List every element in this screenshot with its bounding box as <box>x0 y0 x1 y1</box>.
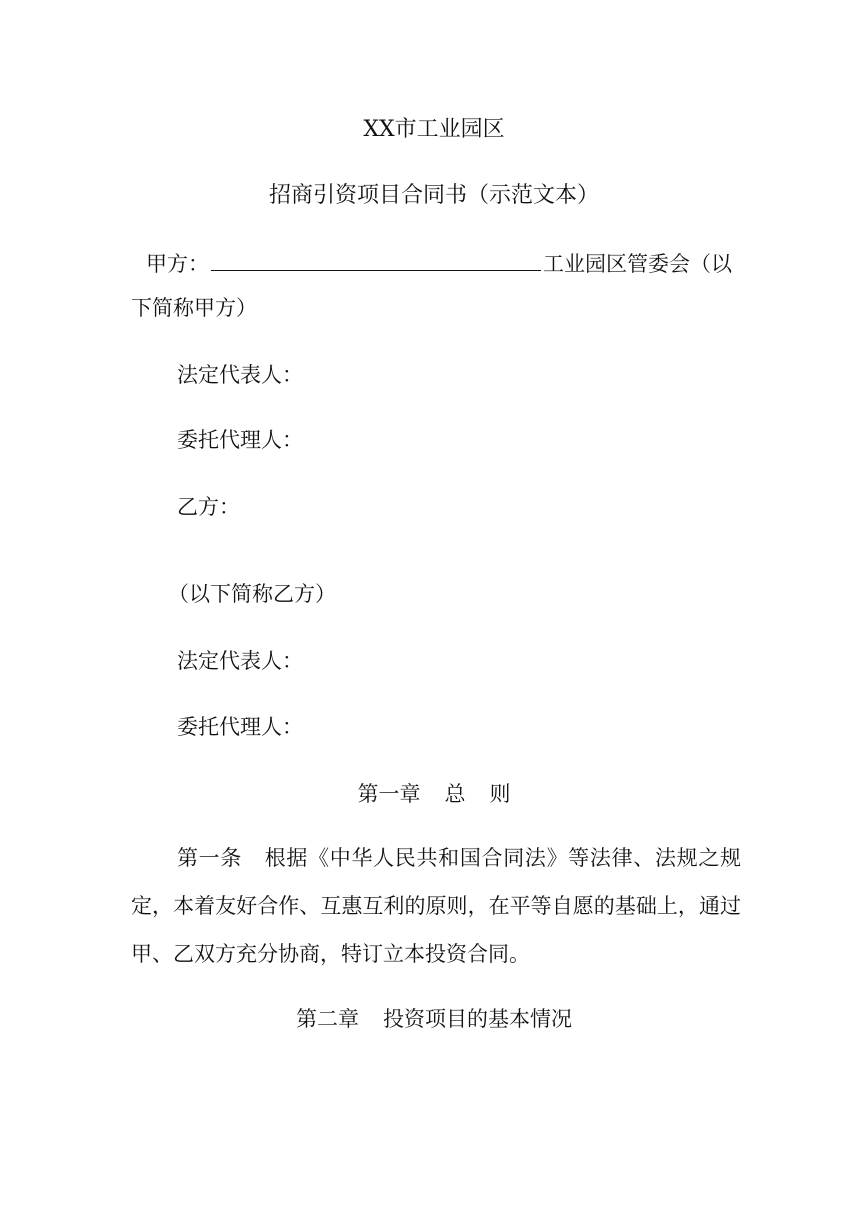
party-a-suffix: 工业园区管委会（以 <box>543 252 732 276</box>
party-a-label: 甲方： <box>146 252 209 276</box>
party-b-label: 乙方： <box>177 495 240 519</box>
party-a-blank-field[interactable] <box>211 248 541 271</box>
chapter-1-char2: 则 <box>489 782 511 806</box>
party-b-legal-rep: 法定代表人： <box>177 649 303 673</box>
party-b-agent: 委托代理人： <box>177 715 303 739</box>
party-a-line <box>146 248 732 278</box>
document-title-line2: 招商引资项目合同书（示范文本） <box>268 183 599 208</box>
article-1-text: 根据《中华人民共和国合同法》等法律、法规之规定，本着友好合作、互惠互利的原则，在平等自愿的基础上，通过甲、乙双方充分协商，特订立本投资合同。 <box>131 846 742 966</box>
chapter-1-heading <box>0 780 868 808</box>
document-title-line1: XX市工业园区 <box>363 117 505 142</box>
chapter-2-heading <box>0 1005 868 1033</box>
party-a-agent: 委托代理人： <box>177 428 303 452</box>
chapter-1-char1: 总 <box>444 782 466 806</box>
chapter-1-number: 第一章 <box>357 782 421 806</box>
chapter-2-number: 第二章 <box>296 1007 359 1031</box>
party-a-continuation: 下简称甲方） <box>131 296 257 320</box>
party-a-legal-rep: 法定代表人： <box>177 363 303 387</box>
article-1-paragraph <box>131 834 741 978</box>
party-b-alias: （以下简称乙方） <box>168 582 336 606</box>
chapter-2-title: 投资项目的基本情况 <box>383 1007 572 1031</box>
article-1-number: 第一条 <box>177 846 243 870</box>
